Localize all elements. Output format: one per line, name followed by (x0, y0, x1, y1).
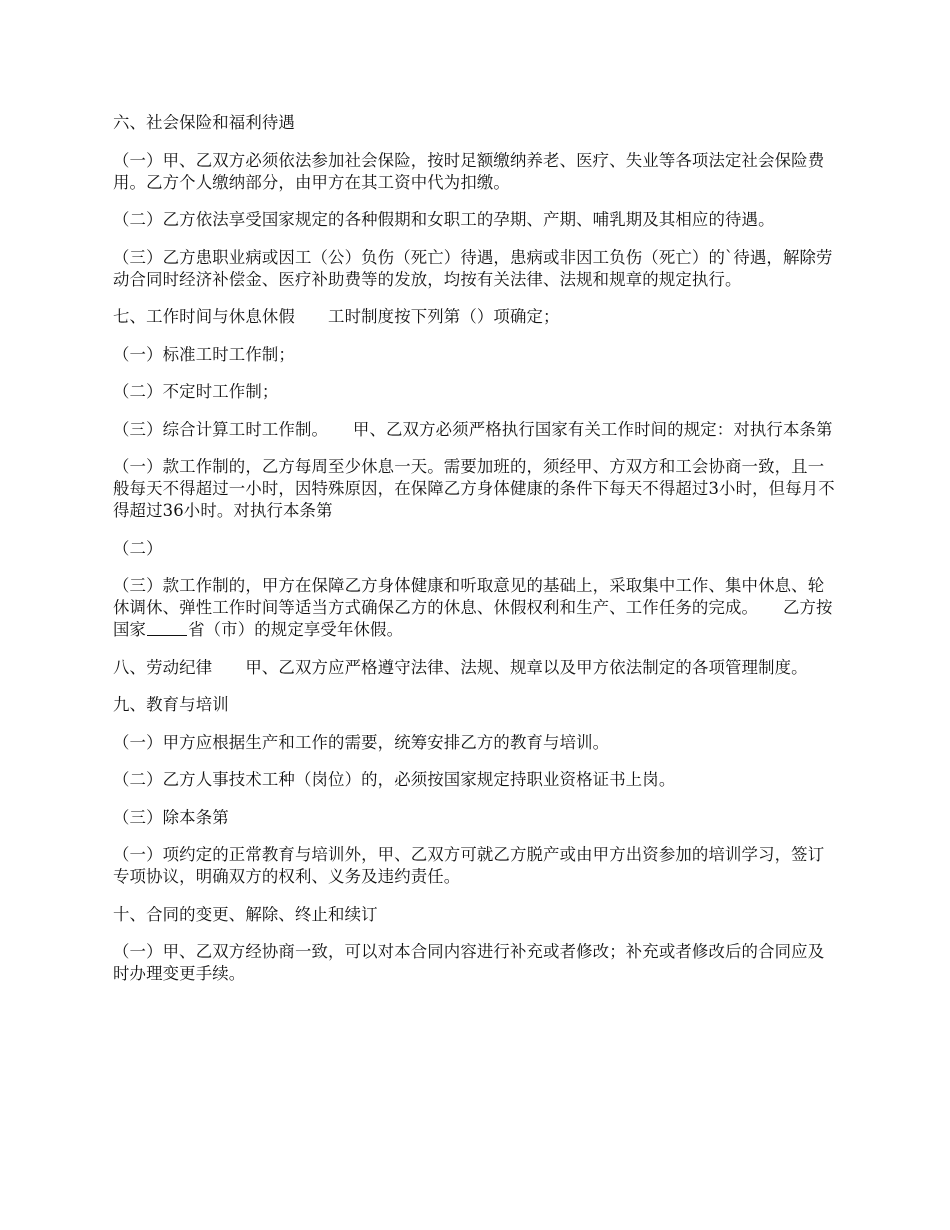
clause-text-before-blank: （三）款工作制的，甲方在保障乙方身体健康和听取意见的基础上，采取集中工作、集中休息、轮休调休、弹性工作时间等适当方式确保乙方的休息、休假权利和生产、工作任务的完成。 乙方按国家 (113, 576, 833, 639)
section-7-clause-1: （一）标准工时工作制； (113, 344, 295, 364)
section-6-clause-1: （一）甲、乙双方必须依法参加社会保险，按时足额缴纳养老、医疗、失业等各项法定社会保险费用。乙方个人缴纳部分，由甲方在其工资中代为扣缴。 (113, 150, 825, 192)
section-7-clause-2: （二）不定时工作制； (113, 382, 279, 401)
fill-in-blank (147, 620, 187, 636)
section-6-heading: 六、社会保险和福利待遇 (113, 113, 295, 132)
section-9-clause-4: （一）项约定的正常教育与培训外，甲、乙双方可就乙方脱产或由甲方出资参加的培训学习，签订专项协议，明确双方的权利、义务及违约责任。 (113, 845, 825, 886)
section-7-clause-4: （一）款工作制的，乙方每周至少休息一天。需要加班的，须经甲、方双方和工会协商一致，且一般每天不得超过一小时，因特殊原因，在保障乙方身体健康的条件下每天不得超过3小时，但每月不得超过36小时。对执行本条第 (113, 457, 835, 520)
section-8-heading: 八、劳动纪律 甲、乙双方应严格遵守法律、法规、规章以及甲方依法制定的各项管理制度。 (113, 657, 808, 677)
section-6-clause-3: （三）乙方患职业病或因工（公）负伤（死亡）待遇，患病或非因工负伤（死亡）的`待遇，解除劳动合同时经济补偿金、医疗补助费等的发放，均按有关法律、法规和规章的规定执行。 (113, 247, 833, 289)
clause-text-after-blank: 省（市）的规定享受年休假。 (188, 620, 404, 639)
section-9-heading: 九、教育与培训 (113, 695, 229, 714)
section-7-clause-3: （三）综合计算工时工作制。 甲、乙双方必须严格执行国家有关工作时间的规定：对执行本条第 (113, 419, 833, 439)
section-6-clause-2: （二）乙方依法享受国家规定的各种假期和女职工的孕期、产期、哺乳期及其相应的待遇。 (113, 210, 775, 229)
section-9-clause-1: （一）甲方应根据生产和工作的需要，统筹安排乙方的教育与培训。 (113, 732, 610, 752)
section-10-heading: 十、合同的变更、解除、终止和续订 (113, 904, 378, 924)
section-10-clause-1: （一）甲、乙双方经协商一致，可以对本合同内容进行补充或者修改；补充或者修改后的合同应及时办理变更手续。 (113, 942, 825, 983)
section-7-clause-5: （二） (113, 538, 163, 558)
section-9-clause-3: （三）除本条第 (113, 807, 229, 827)
section-9-clause-2: （二）乙方人事技术工种（岗位）的，必须按国家规定持职业资格证书上岗。 (113, 770, 676, 789)
section-7-heading: 七、工作时间与休息休假 工时制度按下列第（）项确定； (113, 307, 560, 326)
section-7-clause-6 (113, 575, 840, 641)
